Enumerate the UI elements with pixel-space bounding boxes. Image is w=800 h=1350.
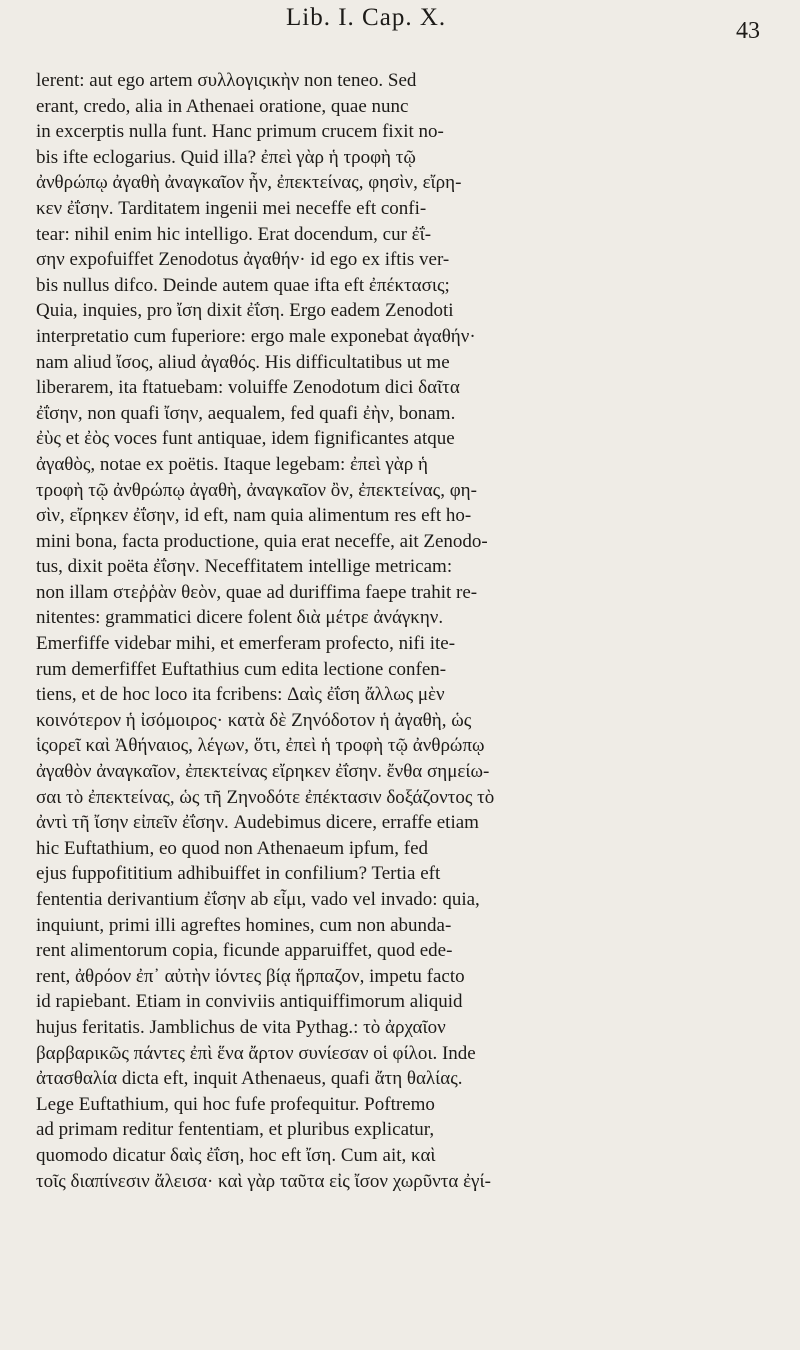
text-line: lerent: aut ego artem συλλογιςικὴν non teneo. Sed — [36, 70, 417, 91]
text-line: σὶν, εἴρηκεν ἐΐσην, id eft, nam quia alimentum res eft ho- — [36, 505, 472, 527]
text-line: Quia, inquies, pro ἴση dixit ἐΐση. Ergo eadem Zenodoti — [36, 300, 454, 322]
text-line: σαι τὸ ἐπεκτείνας, ὡς τῆ Ζηνοδότε ἐπέκτασιν δοξάζοντος τὸ — [36, 786, 495, 808]
text-line: nitentes: grammatici dicere folent διὰ μέτρε ἀνάγκην. — [36, 607, 444, 629]
text-line: bis nullus difco. Deinde autem quae ifta eft ἐπέκτασις; — [36, 274, 450, 296]
page-header — [0, 4, 800, 52]
text-line: ἐΐσην, non quafi ἴσην, aequalem, fed quafi ἐὴν, bonam. — [36, 402, 456, 424]
text-line: rum demerfiffet Euftathius cum edita lectione confen- — [36, 658, 447, 680]
text-line: bis ifte eclogarius. Quid illa? ἐπεὶ γὰρ ἡ τροφὴ τῷ — [36, 146, 416, 168]
text-line: mini bona, facta productione, quia erat neceffe, ait Zenodo- — [36, 530, 488, 552]
text-line: Emerfiffe videbar mihi, et emerferam profecto, nifi ite- — [36, 633, 456, 655]
text-line: ἐὺς et ἐὸς voces funt antiquae, idem fignificantes atque — [36, 428, 455, 450]
text-line: in excerptis nulla funt. Hanc primum crucem fixit no- — [36, 121, 444, 143]
text-line: rent alimentorum copia, ficunde apparuiffet, quod ede- — [36, 940, 453, 962]
text-line: ἀντὶ τῆ ἴσην εἰπεῖν ἐΐσην. Audebimus dicere, erraffe etiam — [36, 812, 479, 834]
text-line: Lege Euftathium, qui hoc fufe profequitur. Poftremo — [36, 1093, 435, 1115]
text-line: non illam στεῤῥὰν θεὸν, quae ad duriffima faepe trahit re- — [36, 581, 478, 603]
text-line: ad primam reditur fententiam, et pluribus explicatur, — [36, 1119, 435, 1141]
text-line: tear: nihil enim hic intelligo. Erat docendum, cur ἐΐ- — [36, 223, 432, 245]
text-line: hic Euftathium, eo quod non Athenaeum ipfum, fed — [36, 837, 429, 859]
text-line: rent, ἀθρόον ἐπ᾽ αὐτὴν ἰόντες βίᾳ ἥρπαζον, impetu facto — [36, 965, 465, 987]
text-line: liberarem, ita ftatuebam: voluiffe Zenodotum dici δαῖτα — [36, 377, 460, 399]
text-line: κεν ἐΐσην. Tarditatem ingenii mei neceffe eft confi- — [36, 197, 427, 219]
text-line: hujus feritatis. Jamblichus de vita Pythag.: τὸ ἀρχαῖον — [36, 1016, 446, 1038]
page-number: 43 — [736, 18, 760, 44]
text-line: τοῖς διαπίνεσιν ἄλεισα· καὶ γὰρ ταῦτα εἰς ἴσον χωρῦντα ἐγί- — [36, 1170, 491, 1192]
running-head: Lib. I. Cap. X. — [286, 4, 447, 31]
text-line: τροφὴ τῷ ἀνθρώπῳ ἀγαθὴ, ἀναγκαῖον ὂν, ἐπεκτείνας, φη- — [36, 479, 477, 501]
text-line: ἱςορεῖ καὶ Ἀθήναιος, λέγων, ὅτι, ἐπεὶ ἡ τροφὴ τῷ ἀνθρώπῳ — [36, 735, 485, 757]
text-line: id rapiebant. Etiam in conviviis antiquiffimorum aliquid — [36, 991, 463, 1013]
text-line: ἀνθρώπῳ ἀγαθὴ ἀναγκαῖον ἦν, ἐπεκτείνας, φησὶν, εἴρη- — [36, 172, 462, 194]
text-line: κοινότερον ἡ ἰσόμοιρος· κατὰ δὲ Ζηνόδοτον ἡ ἀγαθὴ, ὡς — [36, 709, 472, 731]
text-line: nam aliud ἴσος, aliud ἀγαθός. His difficultatibus ut me — [36, 351, 450, 373]
text-line: ejus fuppofititium adhibuiffet in confilium? Tertia eft — [36, 863, 441, 885]
text-line: tiens, et de hoc loco ita fcribens: Δαὶς ἐΐση ἄλλως μὲν — [36, 684, 445, 706]
text-line: inquiunt, primi illi agreftes homines, cum non abunda- — [36, 914, 452, 936]
text-line: fententia derivantium ἐΐσην ab εἶμι, vado vel invado: quia, — [36, 889, 480, 910]
text-line: tus, dixit poëta ἐΐσην. Neceffitatem intellige metricam: — [36, 556, 453, 578]
text-line: σην expofuiffet Zenodotus ἀγαθήν· id ego ex iftis ver- — [36, 249, 450, 271]
body-text — [36, 68, 764, 1194]
text-line: quomodo dicatur δαὶς ἐΐση, hoc eft ἴση. Cum ait, καὶ — [36, 1144, 436, 1166]
text-line: erant, credo, alia in Athenaei oratione, quae nunc — [36, 95, 409, 117]
text-line: ἀτασθαλία dicta eft, inquit Athenaeus, quafi ἄτη θαλίας. — [36, 1068, 463, 1090]
text-line: interpretatio cum fuperiore: ergo male exponebat ἀγαθήν· — [36, 325, 476, 347]
text-line: βαρβαρικῶς πάντες ἐπὶ ἕνα ἄρτον συνίεσαν οἱ φίλοι. Inde — [36, 1042, 476, 1064]
text-line: ἀγαθὸς, notae ex poëtis. Itaque legebam: ἐπεὶ γὰρ ἡ — [36, 453, 428, 475]
text-line: ἀγαθὸν ἀναγκαῖον, ἐπεκτείνας εἴρηκεν ἐΐσην. ἔνθα σημείω- — [36, 761, 490, 783]
